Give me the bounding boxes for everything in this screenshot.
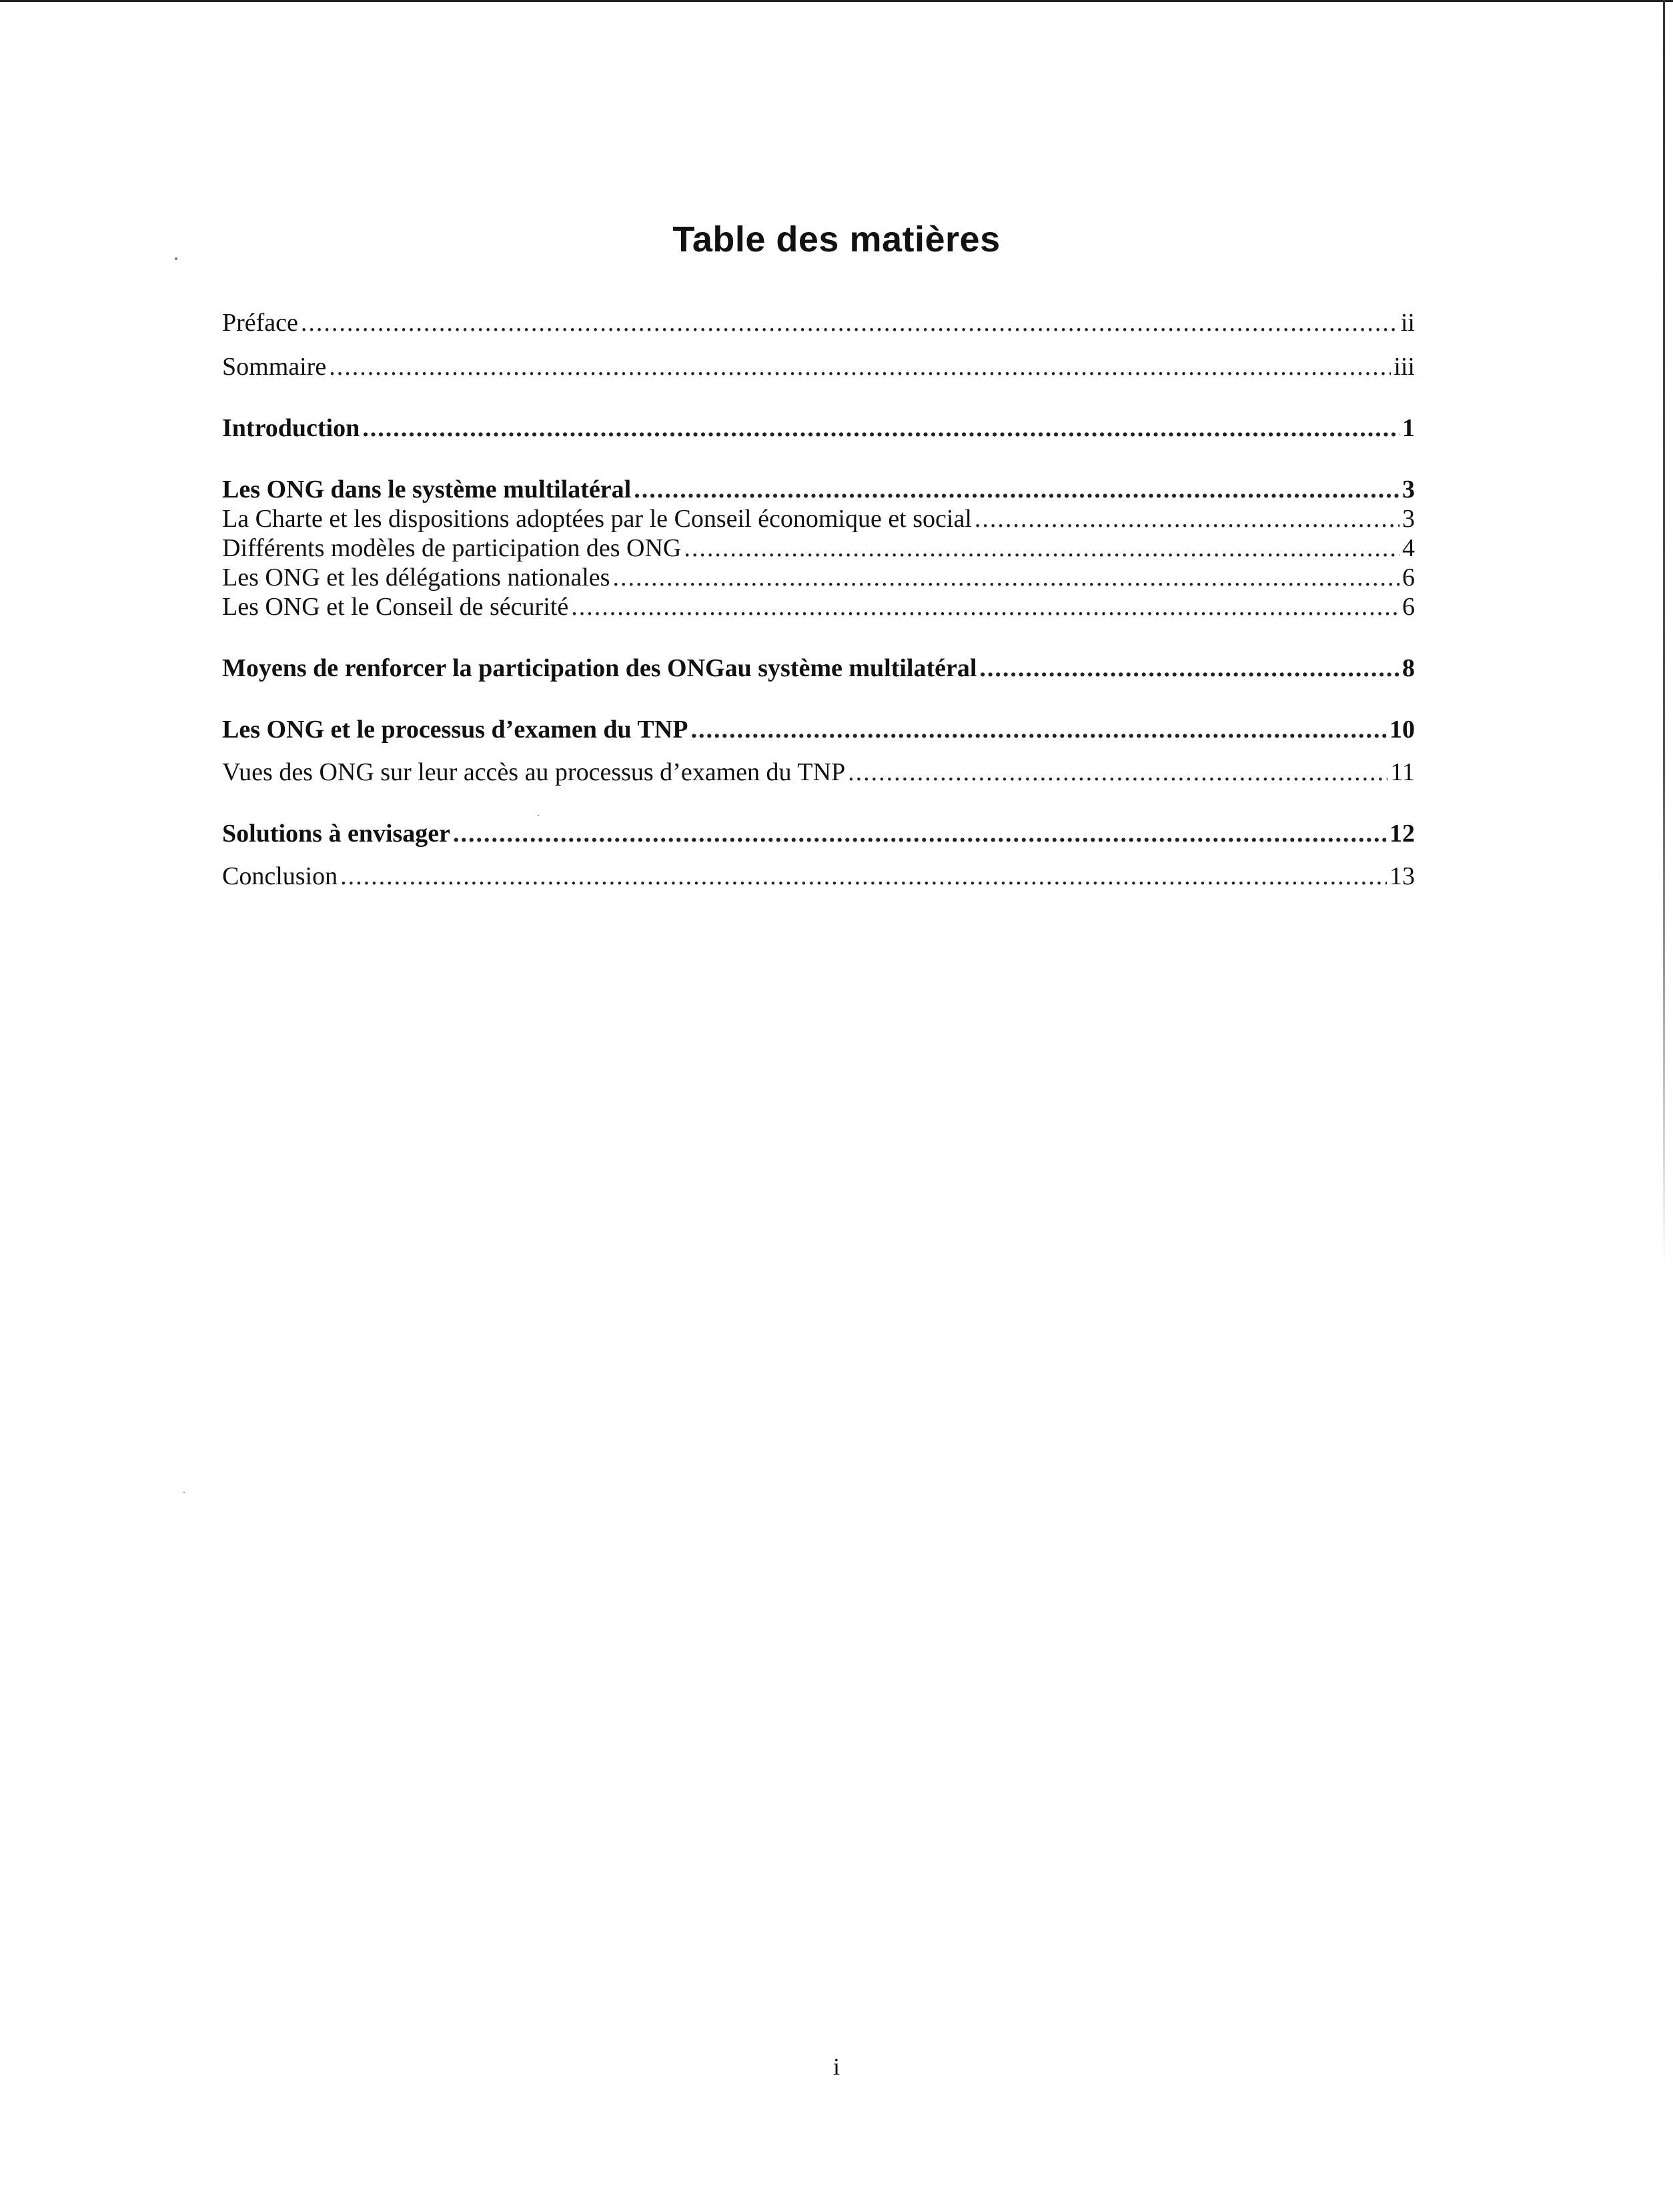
toc-entry-page: 3 xyxy=(1402,475,1415,503)
dot-leader xyxy=(690,715,1387,744)
toc-entry-page: 8 xyxy=(1402,654,1415,682)
dot-leader xyxy=(979,654,1400,683)
toc-entry-introduction[interactable] xyxy=(222,413,1415,443)
toc-entry-page: 6 xyxy=(1402,593,1415,621)
toc-entry-solutions[interactable] xyxy=(222,819,1415,848)
toc-entry-modeles-participation[interactable] xyxy=(222,533,1415,563)
table-of-contents xyxy=(222,308,1415,891)
toc-entry-label: Les ONG et le processus d’examen du TNP xyxy=(222,716,688,744)
footer-page-number: i xyxy=(832,2053,840,2080)
toc-entry-moyens-renforcer[interactable] xyxy=(222,654,1415,683)
right-scan-edge xyxy=(1663,0,1665,1267)
toc-entry-page: 10 xyxy=(1389,716,1415,744)
dot-leader xyxy=(612,563,1400,592)
dot-leader xyxy=(975,504,1400,533)
toc-entry-page: 12 xyxy=(1389,820,1415,848)
toc-entry-label: La Charte et les dispositions adoptées par le Conseil économique et social xyxy=(222,505,972,533)
toc-entry-page: 11 xyxy=(1390,758,1415,786)
toc-entry-label: Les ONG et le Conseil de sécurité xyxy=(222,593,569,621)
scan-speck xyxy=(183,1492,185,1493)
toc-entry-label: Sommaire xyxy=(222,353,327,381)
toc-entry-label: Préface xyxy=(222,309,298,337)
toc-entry-label: Les ONG dans le système multilatéral xyxy=(222,475,632,503)
toc-entry-page: 4 xyxy=(1402,534,1415,562)
toc-entry-delegations-nationales[interactable] xyxy=(222,563,1415,592)
dot-leader xyxy=(684,533,1400,563)
toc-entry-ong-systeme-multilateral[interactable] xyxy=(222,475,1415,504)
toc-entry-label: Les ONG et les délégations nationales xyxy=(222,564,610,592)
toc-entry-processus-examen[interactable] xyxy=(222,715,1415,744)
toc-entry-label: Conclusion xyxy=(222,862,338,890)
dot-leader xyxy=(848,758,1387,787)
dot-leader xyxy=(329,352,1391,381)
dot-leader xyxy=(301,308,1398,337)
toc-entry-label: Introduction xyxy=(222,414,360,442)
toc-entry-conseil-securite[interactable] xyxy=(222,592,1415,622)
toc-entry-page: 3 xyxy=(1402,505,1415,533)
dot-leader xyxy=(340,862,1387,891)
toc-entry-label: Moyens de renforcer la participation des ONGau système multilatéral xyxy=(222,654,977,682)
dot-leader xyxy=(571,592,1400,622)
toc-entry-label: Solutions à envisager xyxy=(222,820,451,848)
toc-entry-page: 6 xyxy=(1402,564,1415,592)
toc-entry-page: iii xyxy=(1393,353,1415,381)
toc-entry-page: ii xyxy=(1400,309,1415,337)
toc-entry-conclusion[interactable] xyxy=(222,862,1415,891)
toc-entry-preface[interactable] xyxy=(222,308,1415,337)
toc-entry-vues-ong[interactable] xyxy=(222,758,1415,787)
dot-leader xyxy=(634,475,1400,504)
toc-entry-page: 13 xyxy=(1389,862,1415,890)
toc-entry-page: 1 xyxy=(1402,414,1415,442)
dot-leader xyxy=(362,413,1400,443)
toc-entry-charte[interactable] xyxy=(222,504,1415,533)
toc-entry-label: Différents modèles de participation des ONG xyxy=(222,534,682,562)
toc-entry-label: Vues des ONG sur leur accès au processus d’examen du TNP xyxy=(222,758,846,786)
page-title: Table des matières xyxy=(672,219,1001,260)
toc-entry-sommaire[interactable] xyxy=(222,352,1415,381)
dot-leader xyxy=(453,819,1387,848)
top-scan-edge xyxy=(0,0,1673,2)
